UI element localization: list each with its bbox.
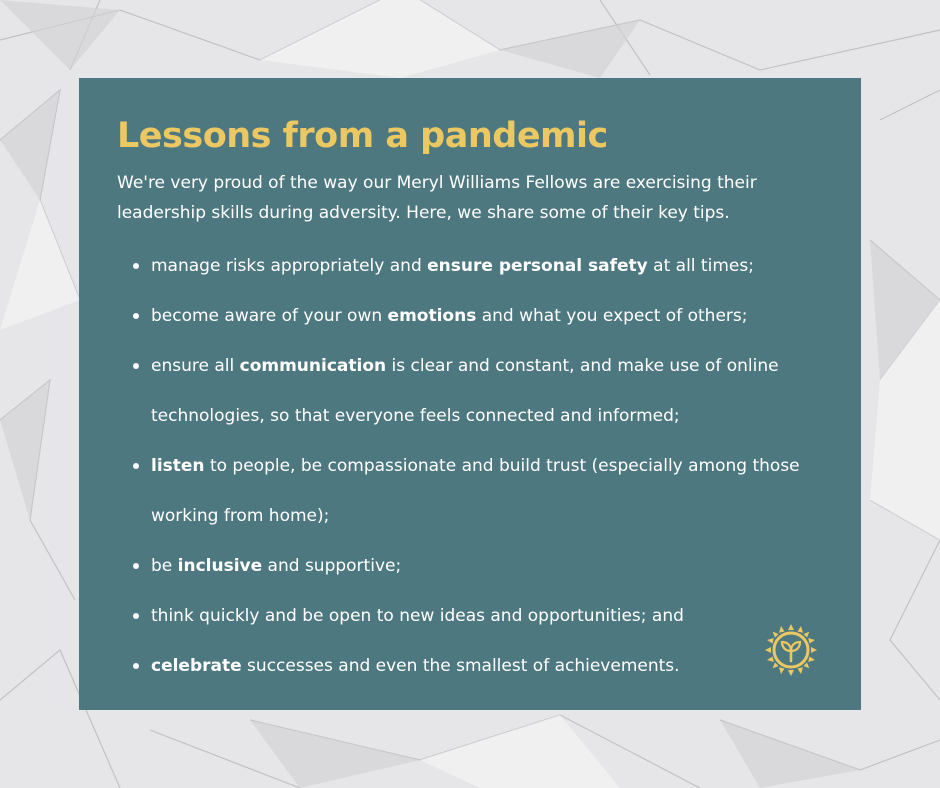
tip-keyword: emotions — [387, 306, 477, 326]
tip-text: ensure all — [151, 356, 240, 376]
tip-text: manage risks appropriately and — [151, 256, 428, 276]
tip-text: at all times; — [647, 256, 754, 276]
lessons-card — [79, 78, 861, 710]
tip-item — [117, 441, 831, 541]
tip-text: and supportive; — [262, 556, 402, 576]
bullet-icon — [133, 363, 139, 369]
tip-item — [117, 541, 831, 591]
tip-keyword: inclusive — [177, 556, 263, 576]
tip-keyword: communication — [239, 356, 387, 376]
bullet-icon — [133, 663, 139, 669]
tip-text: to people, be compassionate and build trust (especially among those working from home); — [151, 456, 800, 526]
tip-keyword: listen — [151, 456, 205, 476]
tip-keyword: celebrate — [151, 656, 242, 676]
tip-keyword: ensure personal safety — [427, 256, 648, 276]
tip-item — [117, 241, 831, 291]
tip-text: successes and even the smallest of achievements. — [241, 656, 680, 676]
page-title: Lessons from a pandemic — [117, 116, 608, 156]
tip-text: be — [151, 556, 178, 576]
tip-item — [117, 291, 831, 341]
intro-paragraph: We're very proud of the way our Meryl Williams Fellows are exercising their leadership skills during adversity. Here, we share some of their key tips. — [117, 173, 757, 223]
tip-text: and what you expect of others; — [476, 306, 748, 326]
tip-item — [117, 341, 831, 441]
tip-text: become aware of your own — [151, 306, 388, 326]
bullet-icon — [133, 463, 139, 469]
tips-list — [117, 241, 821, 691]
tip-text: think quickly and be open to new ideas and opportunities; and — [151, 606, 684, 626]
sun-seedling-icon — [765, 624, 817, 676]
bullet-icon — [133, 613, 139, 619]
tip-item — [117, 591, 831, 641]
bullet-icon — [133, 313, 139, 319]
tip-text: is clear and constant, and make use of online technologies, so that everyone feels connected and informed; — [151, 356, 779, 426]
tip-item — [117, 641, 831, 691]
bullet-icon — [133, 563, 139, 569]
bullet-icon — [133, 263, 139, 269]
